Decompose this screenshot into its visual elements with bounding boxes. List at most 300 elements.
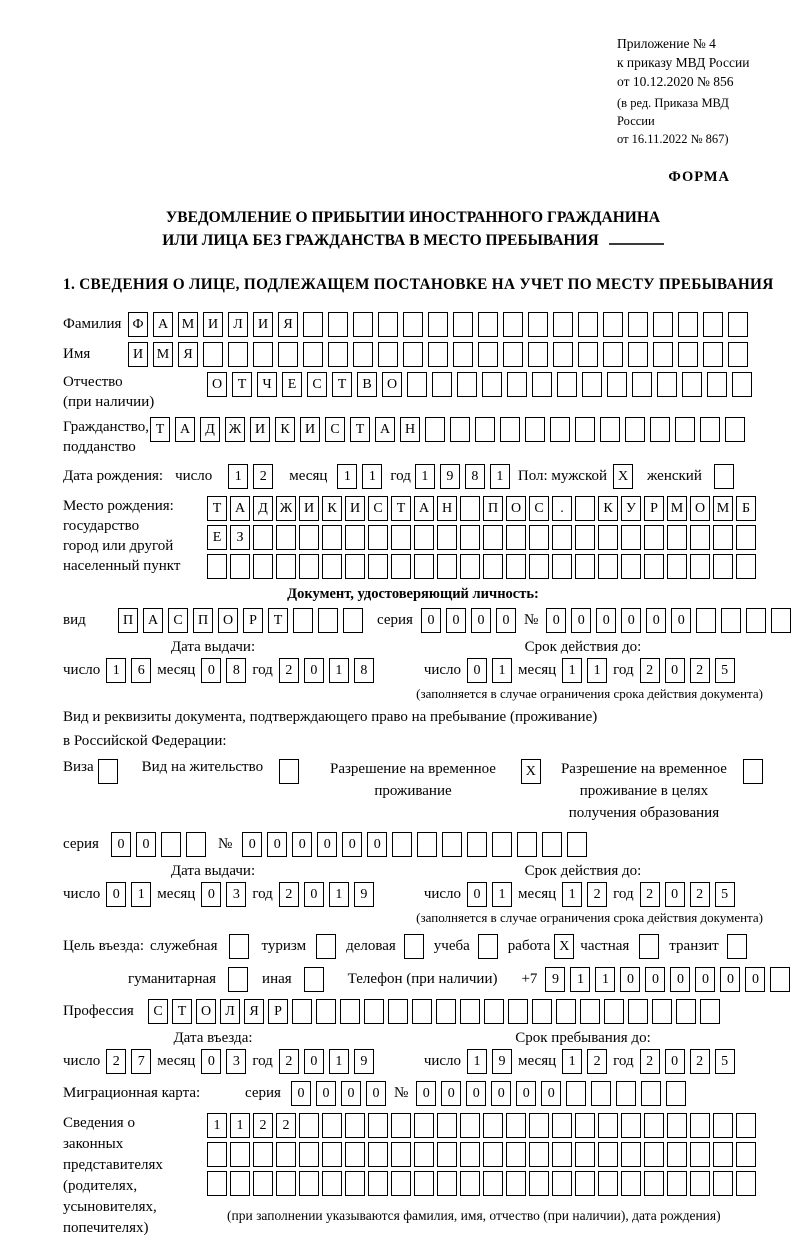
cell[interactable]: 0 [620, 967, 640, 992]
cell[interactable] [529, 1171, 549, 1196]
citizenship-cells[interactable] [150, 417, 745, 442]
cell[interactable]: 0 [646, 608, 666, 633]
cell[interactable] [628, 312, 648, 337]
cell[interactable]: 9 [492, 1049, 512, 1074]
cell[interactable] [506, 1142, 526, 1167]
cell[interactable] [253, 1171, 273, 1196]
cell[interactable]: О [382, 372, 402, 397]
cell[interactable] [736, 1142, 756, 1167]
cell[interactable] [437, 525, 457, 550]
cell[interactable]: 0 [471, 608, 491, 633]
cell[interactable] [437, 1171, 457, 1196]
cell[interactable] [736, 1171, 756, 1196]
cell[interactable] [340, 999, 360, 1024]
cell[interactable] [771, 608, 791, 633]
cell[interactable] [529, 1142, 549, 1167]
cell[interactable] [666, 1081, 686, 1106]
cell[interactable] [368, 1171, 388, 1196]
cell[interactable]: Л [228, 312, 248, 337]
cell[interactable]: 0 [571, 608, 591, 633]
cell[interactable] [483, 525, 503, 550]
cell[interactable]: 0 [621, 608, 641, 633]
issue-month-cells[interactable] [201, 658, 246, 683]
cell[interactable] [229, 934, 249, 959]
cell[interactable]: 2 [279, 1049, 299, 1074]
cell[interactable] [556, 999, 576, 1024]
cell[interactable] [316, 999, 336, 1024]
cell[interactable] [407, 372, 427, 397]
cell[interactable] [253, 554, 273, 579]
cell[interactable]: 1 [587, 658, 607, 683]
cell[interactable] [276, 525, 296, 550]
cell[interactable] [598, 554, 618, 579]
cell[interactable] [575, 417, 595, 442]
cell[interactable]: X [613, 464, 633, 489]
residence-permit-checkbox[interactable] [279, 759, 299, 784]
cell[interactable] [506, 1113, 526, 1138]
cell[interactable]: 0 [665, 1049, 685, 1074]
cell[interactable] [483, 1142, 503, 1167]
cell[interactable]: 2 [690, 882, 710, 907]
cell[interactable]: А [153, 312, 173, 337]
cell[interactable]: С [325, 417, 345, 442]
doc-number-cells[interactable] [546, 608, 791, 633]
cell[interactable]: 0 [106, 882, 126, 907]
cell[interactable]: 2 [690, 1049, 710, 1074]
cell[interactable]: 2 [587, 882, 607, 907]
cell[interactable]: 2 [640, 882, 660, 907]
cell[interactable] [353, 342, 373, 367]
cell[interactable] [644, 554, 664, 579]
cell[interactable] [276, 1171, 296, 1196]
cell[interactable]: А [375, 417, 395, 442]
cell[interactable]: О [218, 608, 238, 633]
cell[interactable] [675, 417, 695, 442]
issue-year-cells[interactable] [279, 658, 374, 683]
cell[interactable]: 0 [516, 1081, 536, 1106]
cell[interactable] [460, 1113, 480, 1138]
cell[interactable] [460, 496, 480, 521]
cell[interactable] [278, 342, 298, 367]
cell[interactable]: 0 [366, 1081, 386, 1106]
cell[interactable]: Ж [225, 417, 245, 442]
cell[interactable] [450, 417, 470, 442]
cell[interactable] [492, 832, 512, 857]
visa-checkbox[interactable] [98, 759, 118, 784]
entry-month-cells[interactable] [201, 1049, 246, 1074]
cell[interactable]: М [667, 496, 687, 521]
cell[interactable] [552, 1171, 572, 1196]
cell[interactable]: И [253, 312, 273, 337]
cell[interactable] [276, 1142, 296, 1167]
cell[interactable]: 0 [111, 832, 131, 857]
cell[interactable]: С [529, 496, 549, 521]
cell[interactable] [553, 312, 573, 337]
cell[interactable] [575, 1113, 595, 1138]
cell[interactable] [553, 342, 573, 367]
cell[interactable] [467, 832, 487, 857]
cell[interactable]: 0 [670, 967, 690, 992]
cell[interactable]: С [168, 608, 188, 633]
cell[interactable] [436, 999, 456, 1024]
cell[interactable] [292, 999, 312, 1024]
temp-residence-edu-checkbox[interactable] [743, 759, 763, 784]
cell[interactable]: 1 [562, 882, 582, 907]
cell[interactable] [678, 342, 698, 367]
cell[interactable] [368, 525, 388, 550]
cell[interactable] [328, 312, 348, 337]
cell[interactable]: 3 [226, 882, 246, 907]
cell[interactable]: 1 [467, 1049, 487, 1074]
cell[interactable]: 0 [304, 658, 324, 683]
cell[interactable] [414, 1142, 434, 1167]
cell[interactable] [322, 525, 342, 550]
cell[interactable] [391, 1142, 411, 1167]
cell[interactable] [368, 1142, 388, 1167]
cell[interactable] [506, 525, 526, 550]
cell[interactable] [484, 999, 504, 1024]
cell[interactable]: И [250, 417, 270, 442]
cell[interactable]: М [713, 496, 733, 521]
cell[interactable]: 0 [720, 967, 740, 992]
patronymic-cells[interactable] [207, 372, 752, 397]
cell[interactable]: Я [244, 999, 264, 1024]
cell[interactable]: А [175, 417, 195, 442]
cell[interactable] [378, 312, 398, 337]
cell[interactable]: П [483, 496, 503, 521]
cell[interactable] [600, 417, 620, 442]
cell[interactable]: Я [278, 312, 298, 337]
cell[interactable]: Т [207, 496, 227, 521]
cell[interactable] [403, 312, 423, 337]
entry-year-cells[interactable] [279, 1049, 374, 1074]
cell[interactable] [639, 934, 659, 959]
cell[interactable] [299, 1113, 319, 1138]
cell[interactable] [304, 967, 324, 992]
cell[interactable]: Т [268, 608, 288, 633]
doc-kind-cells[interactable] [118, 608, 363, 633]
cell[interactable]: Т [172, 999, 192, 1024]
cell[interactable] [343, 608, 363, 633]
cell[interactable] [345, 525, 365, 550]
cell[interactable] [230, 1142, 250, 1167]
cell[interactable] [460, 554, 480, 579]
cell[interactable] [478, 312, 498, 337]
cell[interactable]: Я [178, 342, 198, 367]
cell[interactable]: З [230, 525, 250, 550]
cell[interactable] [460, 1142, 480, 1167]
cell[interactable]: . [552, 496, 572, 521]
cell[interactable] [478, 934, 498, 959]
residence-valid-month-cells[interactable] [562, 882, 607, 907]
cell[interactable] [437, 1113, 457, 1138]
cell[interactable]: 1 [490, 464, 510, 489]
cell[interactable] [714, 464, 734, 489]
cell[interactable]: 0 [292, 832, 312, 857]
cell[interactable] [253, 525, 273, 550]
cell[interactable] [207, 1142, 227, 1167]
cell[interactable]: К [322, 496, 342, 521]
cell[interactable]: О [196, 999, 216, 1024]
cell[interactable]: 1 [230, 1113, 250, 1138]
cell[interactable]: 8 [226, 658, 246, 683]
cell[interactable]: Р [268, 999, 288, 1024]
cell[interactable]: 0 [695, 967, 715, 992]
cell[interactable]: Т [150, 417, 170, 442]
birth-place-row2-cells[interactable] [207, 525, 756, 550]
cell[interactable] [644, 1171, 664, 1196]
purpose-tourism-checkbox[interactable] [316, 934, 336, 959]
purpose-work-checkbox[interactable] [554, 934, 574, 959]
cell[interactable] [303, 312, 323, 337]
cell[interactable]: П [193, 608, 213, 633]
cell[interactable] [690, 1142, 710, 1167]
cell[interactable]: Е [207, 525, 227, 550]
cell[interactable] [578, 342, 598, 367]
cell[interactable]: О [207, 372, 227, 397]
cell[interactable] [690, 554, 710, 579]
cell[interactable]: Л [220, 999, 240, 1024]
cell[interactable] [721, 608, 741, 633]
cell[interactable]: Т [350, 417, 370, 442]
cell[interactable] [707, 372, 727, 397]
cell[interactable]: 1 [329, 882, 349, 907]
cell[interactable]: 2 [253, 464, 273, 489]
cell[interactable] [653, 312, 673, 337]
cell[interactable] [503, 342, 523, 367]
cell[interactable] [713, 1142, 733, 1167]
cell[interactable] [552, 1142, 572, 1167]
cell[interactable]: 1 [562, 658, 582, 683]
purpose-private-checkbox[interactable] [639, 934, 659, 959]
cell[interactable] [582, 372, 602, 397]
cell[interactable] [404, 934, 424, 959]
cell[interactable] [690, 1113, 710, 1138]
cell[interactable] [228, 342, 248, 367]
cell[interactable] [604, 999, 624, 1024]
cell[interactable] [607, 372, 627, 397]
cell[interactable] [732, 372, 752, 397]
cell[interactable] [566, 1081, 586, 1106]
issue-day-cells[interactable] [106, 658, 151, 683]
cell[interactable]: 7 [131, 1049, 151, 1074]
cell[interactable] [653, 342, 673, 367]
cell[interactable] [575, 1171, 595, 1196]
cell[interactable]: 2 [106, 1049, 126, 1074]
cell[interactable]: 6 [131, 658, 151, 683]
cell[interactable]: О [690, 496, 710, 521]
birth-month-cells[interactable] [337, 464, 382, 489]
cell[interactable]: 0 [201, 882, 221, 907]
representatives-row2-cells[interactable] [207, 1142, 756, 1167]
cell[interactable] [532, 999, 552, 1024]
cell[interactable] [713, 1171, 733, 1196]
cell[interactable] [728, 342, 748, 367]
cell[interactable] [508, 999, 528, 1024]
cell[interactable] [368, 1113, 388, 1138]
sex-male-checkbox[interactable] [613, 464, 633, 489]
cell[interactable]: 5 [715, 658, 735, 683]
cell[interactable] [598, 1142, 618, 1167]
cell[interactable] [703, 312, 723, 337]
cell[interactable] [432, 372, 452, 397]
cell[interactable] [628, 999, 648, 1024]
cell[interactable] [437, 1142, 457, 1167]
cell[interactable] [345, 1171, 365, 1196]
cell[interactable]: К [275, 417, 295, 442]
cell[interactable] [728, 312, 748, 337]
cell[interactable] [460, 1171, 480, 1196]
cell[interactable]: 1 [329, 1049, 349, 1074]
cell[interactable]: 1 [228, 464, 248, 489]
cell[interactable] [517, 832, 537, 857]
cell[interactable]: 1 [337, 464, 357, 489]
cell[interactable] [322, 1171, 342, 1196]
cell[interactable] [644, 525, 664, 550]
cell[interactable] [550, 417, 570, 442]
cell[interactable] [598, 525, 618, 550]
cell[interactable]: Д [200, 417, 220, 442]
cell[interactable] [591, 1081, 611, 1106]
cell[interactable] [391, 1113, 411, 1138]
cell[interactable]: А [230, 496, 250, 521]
cell[interactable]: 1 [131, 882, 151, 907]
cell[interactable] [621, 1142, 641, 1167]
cell[interactable] [345, 1113, 365, 1138]
cell[interactable] [428, 312, 448, 337]
cell[interactable]: 0 [421, 608, 441, 633]
doc-series-cells[interactable] [421, 608, 516, 633]
cell[interactable] [616, 1081, 636, 1106]
cell[interactable]: 0 [467, 882, 487, 907]
cell[interactable]: С [368, 496, 388, 521]
cell[interactable] [713, 554, 733, 579]
cell[interactable]: Д [253, 496, 273, 521]
cell[interactable]: 0 [317, 832, 337, 857]
cell[interactable] [453, 312, 473, 337]
cell[interactable] [598, 1171, 618, 1196]
cell[interactable]: У [621, 496, 641, 521]
purpose-business-checkbox[interactable] [404, 934, 424, 959]
cell[interactable] [567, 832, 587, 857]
birth-day-cells[interactable] [228, 464, 273, 489]
cell[interactable] [650, 417, 670, 442]
cell[interactable] [641, 1081, 661, 1106]
cell[interactable] [483, 1113, 503, 1138]
birth-year-cells[interactable] [415, 464, 510, 489]
cell[interactable] [228, 967, 248, 992]
cell[interactable] [770, 967, 790, 992]
cell[interactable] [696, 608, 716, 633]
cell[interactable] [644, 1142, 664, 1167]
cell[interactable]: 0 [136, 832, 156, 857]
cell[interactable] [529, 1113, 549, 1138]
entry-day-cells[interactable] [106, 1049, 151, 1074]
cell[interactable] [322, 1142, 342, 1167]
cell[interactable]: 0 [242, 832, 262, 857]
cell[interactable] [603, 312, 623, 337]
cell[interactable]: М [153, 342, 173, 367]
cell[interactable] [580, 999, 600, 1024]
profession-cells[interactable] [148, 999, 720, 1024]
cell[interactable]: 0 [491, 1081, 511, 1106]
cell[interactable]: 2 [690, 658, 710, 683]
cell[interactable] [621, 554, 641, 579]
migration-series-cells[interactable] [291, 1081, 386, 1106]
cell[interactable] [700, 999, 720, 1024]
cell[interactable] [736, 525, 756, 550]
cell[interactable]: С [307, 372, 327, 397]
cell[interactable]: Т [332, 372, 352, 397]
cell[interactable] [316, 934, 336, 959]
cell[interactable] [506, 1171, 526, 1196]
cell[interactable] [652, 999, 672, 1024]
cell[interactable] [299, 1142, 319, 1167]
cell[interactable]: 3 [226, 1049, 246, 1074]
cell[interactable] [678, 312, 698, 337]
cell[interactable]: 9 [440, 464, 460, 489]
cell[interactable] [437, 554, 457, 579]
residence-valid-day-cells[interactable] [467, 882, 512, 907]
cell[interactable]: 0 [201, 658, 221, 683]
cell[interactable] [578, 312, 598, 337]
cell[interactable] [525, 417, 545, 442]
cell[interactable] [528, 312, 548, 337]
cell[interactable] [364, 999, 384, 1024]
cell[interactable]: 0 [316, 1081, 336, 1106]
phone-cells[interactable] [545, 967, 790, 992]
cell[interactable] [345, 1142, 365, 1167]
temp-residence-checkbox[interactable] [521, 759, 541, 784]
cell[interactable] [621, 1171, 641, 1196]
stay-day-cells[interactable] [467, 1049, 512, 1074]
cell[interactable] [621, 525, 641, 550]
cell[interactable]: 0 [541, 1081, 561, 1106]
cell[interactable]: 0 [496, 608, 516, 633]
cell[interactable] [391, 525, 411, 550]
cell[interactable] [528, 342, 548, 367]
cell[interactable] [303, 342, 323, 367]
cell[interactable]: Р [644, 496, 664, 521]
cell[interactable] [682, 372, 702, 397]
cell[interactable] [478, 342, 498, 367]
cell[interactable] [529, 554, 549, 579]
cell[interactable]: 1 [415, 464, 435, 489]
cell[interactable]: Ж [276, 496, 296, 521]
cell[interactable]: П [118, 608, 138, 633]
birth-place-row3-cells[interactable] [207, 554, 756, 579]
cell[interactable]: 8 [354, 658, 374, 683]
cell[interactable] [621, 1113, 641, 1138]
cell[interactable]: 2 [276, 1113, 296, 1138]
cell[interactable]: Е [282, 372, 302, 397]
representatives-row1-cells[interactable] [207, 1113, 756, 1138]
cell[interactable]: 1 [492, 882, 512, 907]
cell[interactable]: 2 [587, 1049, 607, 1074]
cell[interactable]: 1 [207, 1113, 227, 1138]
cell[interactable]: Н [400, 417, 420, 442]
cell[interactable] [299, 554, 319, 579]
cell[interactable]: 2 [640, 658, 660, 683]
purpose-other-checkbox[interactable] [304, 967, 324, 992]
cell[interactable] [279, 759, 299, 784]
cell[interactable] [644, 1113, 664, 1138]
cell[interactable]: X [554, 934, 574, 959]
cell[interactable] [483, 554, 503, 579]
residence-issue-day-cells[interactable] [106, 882, 151, 907]
cell[interactable]: 0 [304, 882, 324, 907]
cell[interactable] [253, 1142, 273, 1167]
